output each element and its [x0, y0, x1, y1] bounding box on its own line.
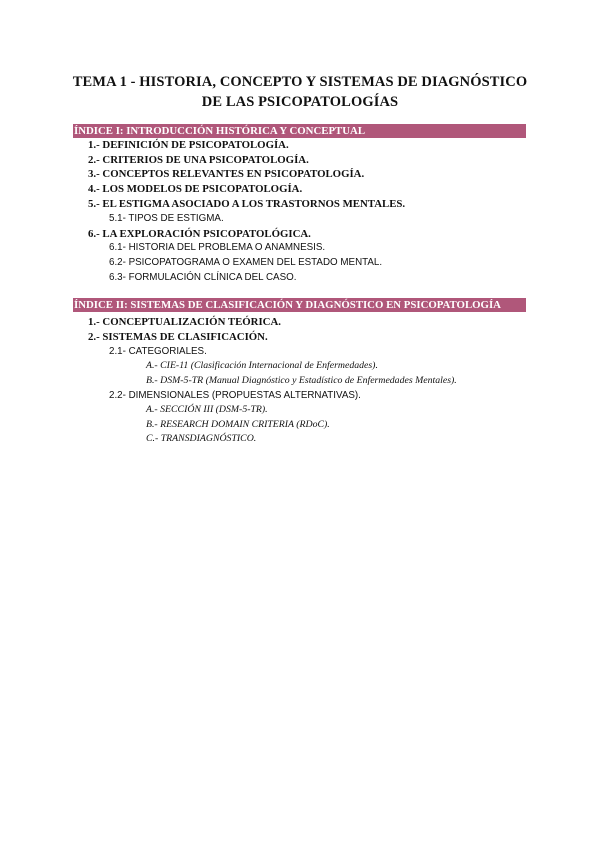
- index-2-subsubitem: A.- SECCIÓN III (DSM-5-TR).: [146, 404, 268, 415]
- index-2-subsubitem: C.- TRANSDIAGNÓSTICO.: [146, 433, 257, 444]
- index-2-subsubitem: B.- RESEARCH DOMAIN CRITERIA (RDoC).: [146, 419, 330, 430]
- index-2-subitem: 2.2- DIMENSIONALES (PROPUESTAS ALTERNATIVAS).: [109, 390, 361, 401]
- index-2-subitem: 2.1- CATEGORIALES.: [109, 346, 207, 357]
- index-2-subsubitem: A.- CIE-11 (Clasificación Internacional de Enfermedades).: [146, 360, 378, 371]
- index-2-header: ÍNDICE II: SISTEMAS DE CLASIFICACIÓN Y DIAGNÓSTICO EN PSICOPATOLOGÍA: [73, 298, 526, 312]
- index-1-item: 6.- LA EXPLORACIÓN PSICOPATOLÓGICA.: [88, 228, 311, 240]
- index-2-item: 2.- SISTEMAS DE CLASIFICACIÓN.: [88, 331, 268, 343]
- index-1-item: 1.- DEFINICIÓN DE PSICOPATOLOGÍA.: [88, 139, 289, 151]
- index-2-item: 1.- CONCEPTUALIZACIÓN TEÓRICA.: [88, 316, 281, 328]
- index-1-subitem: 6.2- PSICOPATOGRAMA O EXAMEN DEL ESTADO MENTAL.: [109, 257, 383, 268]
- index-1-subitem: 6.3- FORMULACIÓN CLÍNICA DEL CASO.: [109, 272, 297, 283]
- index-1-header: ÍNDICE I: INTRODUCCIÓN HISTÓRICA Y CONCEPTUAL: [73, 124, 526, 138]
- document-title: [0, 72, 600, 112]
- index-1-item: 3.- CONCEPTOS RELEVANTES EN PSICOPATOLOGÍA.: [88, 168, 365, 180]
- title-line-2: DE LAS PSICOPATOLOGÍAS: [201, 94, 399, 110]
- title-line-1: TEMA 1 - HISTORIA, CONCEPTO Y SISTEMAS DE DIAGNÓSTICO: [72, 74, 528, 90]
- index-1-item: 5.- EL ESTIGMA ASOCIADO A LOS TRASTORNOS MENTALES.: [88, 198, 406, 210]
- index-1-subitem: 6.1- HISTORIA DEL PROBLEMA O ANAMNESIS.: [109, 242, 326, 253]
- index-1-item: 4.- LOS MODELOS DE PSICOPATOLOGÍA.: [88, 183, 303, 195]
- index-1-subitem: 5.1- TIPOS DE ESTIGMA.: [109, 213, 224, 224]
- index-2-subsubitem: B.- DSM-5-TR (Manual Diagnóstico y Estadístico de Enfermedades Mentales).: [146, 375, 457, 386]
- index-1-item: 2.- CRITERIOS DE UNA PSICOPATOLOGÍA.: [88, 154, 309, 166]
